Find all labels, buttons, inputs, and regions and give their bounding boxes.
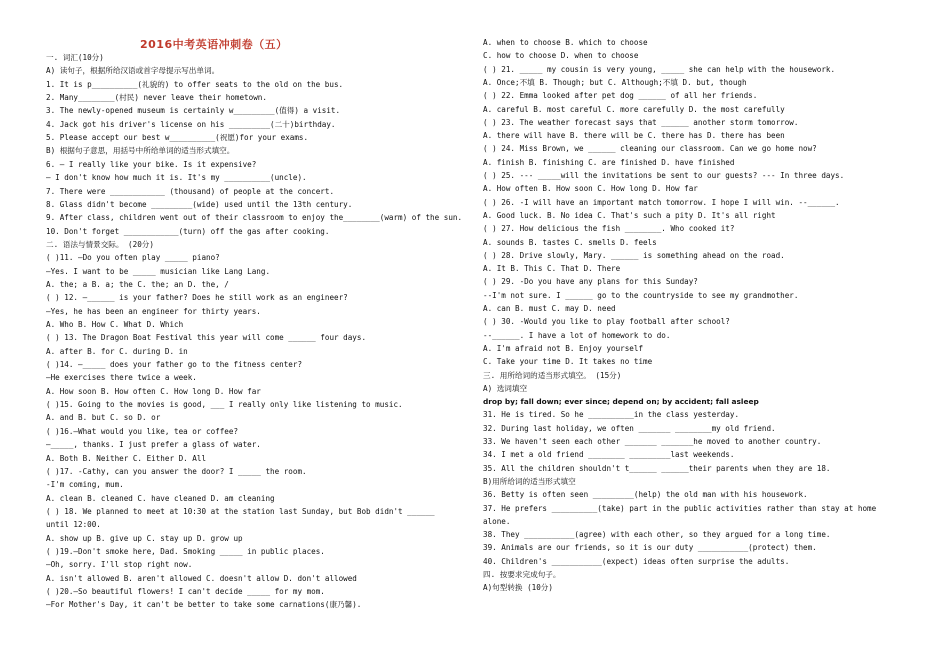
text-line: 38. They ___________(agree) with each other, so they argued for a long time. xyxy=(483,530,831,540)
text-line: alone. xyxy=(483,516,511,526)
text-line: 32. During last holiday, we often _______ ________my old friend. xyxy=(483,423,776,433)
text-line: A) 选词填空 xyxy=(483,383,528,393)
text-line: A) 读句子，根据所给汉语或首字母提示写出单词。 xyxy=(46,66,220,76)
text-line: B)用所给词的适当形式填空 xyxy=(483,476,576,486)
text-line: 4. Jack got his driver's license on his _________(二十)birthday. xyxy=(46,119,336,129)
text-line: ( ) 28. Drive slowly, Mary. ______ is something ahead on the road. xyxy=(483,250,785,260)
text-line: 36. Betty is often seen _________(help) the old man with his housework. xyxy=(483,490,808,500)
text-line: ( )19.—Don't smoke here, Dad. Smoking _____ in public places. xyxy=(46,546,325,556)
text-line: drop by; fall down; ever since; depend on; by accident; fall asleep xyxy=(483,397,759,407)
text-line: 三. 用所给词的适当形式填空。 (15分) xyxy=(483,370,622,380)
text-line: A. It B. This C. That D. There xyxy=(483,264,621,274)
text-line: 二. 语法与情景交际。 (20分) xyxy=(46,239,154,249)
text-line: 四. 按要求完成句子。 xyxy=(483,570,561,579)
text-line: ( )15. Going to the movies is good, ___ I really only like listening to music. xyxy=(46,400,403,410)
text-line: ( ) 13. The Dragon Boat Festival this year will come ______ four days. xyxy=(46,333,367,343)
text-line: ( ) 21. _____ my cousin is very young, _____ she can help with the housework. xyxy=(483,64,836,74)
text-line: ( ) 26. -I will have an important match tomorrow. I hope I will win. --______. xyxy=(483,197,840,207)
text-line: 1. It is p__________(礼貌的) to offer seats to the old on the bus. xyxy=(46,79,344,89)
text-line: 35. All the children shouldn't t______ ______their parents when they are 18. xyxy=(483,463,831,473)
text-line: ( )17. -Cathy, can you answer the door? I _____ the room. xyxy=(46,466,307,476)
text-line: --I'm not sure. I ______ go to the countryside to see my grandmother. xyxy=(483,290,799,300)
text-line: A)句型转换 (10分) xyxy=(483,583,553,593)
text-line: A. after B. for C. during D. in xyxy=(46,346,188,356)
text-line: 31. He is tired. So he __________in the class yesterday. xyxy=(483,410,740,420)
text-line: 一. 词汇(10分) xyxy=(46,53,104,62)
text-line: C. how to choose D. when to choose xyxy=(483,51,639,61)
text-line: 39. Animals are our friends, so it is our duty ___________(protect) them. xyxy=(483,543,817,553)
text-line: 8. Glass didn't become _________(wide) used until the 13th century. xyxy=(46,199,353,209)
text-line: 9. After class, children went out of their classroom to enjoy the________(warm) of the sun. xyxy=(46,213,463,223)
text-line: —For Mother's Day, it can't be better to take some carnations(康乃馨). xyxy=(46,600,362,610)
text-line: ( ) 25. --- _____will the invitations be sent to our guests? --- In three days. xyxy=(483,171,845,180)
text-line: A. Once;不填 B. Though; but C. Although;不填 D. but, though xyxy=(483,77,747,87)
text-line: 40. Children's ___________(expect) ideas often surprise the adults. xyxy=(483,556,790,566)
text-line: A. there will have B. there will be C. there has D. there has been xyxy=(483,131,785,141)
text-line: ( ) 18. We planned to meet at 10:30 at the station last Sunday, but Bob didn't ______ xyxy=(46,506,435,516)
text-line: 3. The newly-opened museum is certainly w_________(值得) a visit. xyxy=(46,106,341,116)
text-line: --______. I have a lot of homework to do. xyxy=(483,330,671,340)
text-line: A. I'm afraid not B. Enjoy yourself xyxy=(483,343,644,353)
page-title: 2016中考英语冲刺卷（五） xyxy=(140,38,288,51)
text-line: —Oh, sorry. I'll stop right now. xyxy=(46,560,193,570)
text-line: A. careful B. most careful C. more carefully D. the most carefully xyxy=(483,104,785,114)
text-line: A. sounds B. tastes C. smells D. feels xyxy=(483,237,657,247)
text-line: —Yes. I want to be _____ musician like Lang Lang. xyxy=(46,266,271,276)
text-line: ( ) 23. The weather forecast says that ______ another storm tomorrow. xyxy=(483,117,799,127)
text-line: A. Good luck. B. No idea C. That's such a pity D. It's all right xyxy=(483,210,776,220)
text-line: A. How often B. How soon C. How long D. How far xyxy=(483,184,698,194)
text-line: ( ) 29. -Do you have any plans for this Sunday? xyxy=(483,277,698,287)
text-line: —_____, thanks. I just prefer a glass of water. xyxy=(46,440,261,450)
text-line: 7. There were ____________ (thousand) of people at the concert. xyxy=(46,186,335,196)
text-line: ( ) 27. How delicious the fish ________. Who cooked it? xyxy=(483,224,735,234)
text-line: ( ) 30. -Would you like to play football after school? xyxy=(483,317,730,327)
text-line: -I'm coming, mum. xyxy=(46,480,124,490)
text-line: C. Take your time D. It takes no time xyxy=(483,357,653,367)
text-line: ( ) 24. Miss Brown, we ______ cleaning our classroom. Can we go home now? xyxy=(483,144,817,154)
text-line: ( )16.—What would you like, tea or coffee? xyxy=(46,426,239,436)
text-line: —He exercises there twice a week. xyxy=(46,373,197,383)
text-line: A. can B. must C. may D. need xyxy=(483,304,616,313)
text-line: A. clean B. cleaned C. have cleaned D. am cleaning xyxy=(46,493,275,503)
text-line: 6. — I really like your bike. Is it expensive? xyxy=(46,159,257,169)
text-line: ( )20.—So beautiful flowers! I can't decide _____ for my mom. xyxy=(46,587,325,596)
text-line: A. when to choose B. which to choose xyxy=(483,38,648,47)
text-line: A. How soon B. How often C. How long D. How far xyxy=(46,386,261,396)
text-line: 33. We haven't seen each other _______ _______he moved to another country. xyxy=(483,437,822,446)
text-line: — I don't know how much it is. It's my __________(uncle). xyxy=(46,173,307,183)
text-line: ( )11. —Do you often play _____ piano? xyxy=(46,253,220,263)
text-line: 10. Don't forget ____________(turn) off the gas after cooking. xyxy=(46,226,330,236)
text-line: 37. He prefers __________(take) part in the public activities rather than stay at home xyxy=(483,503,877,513)
text-line: A. Who B. How C. What D. Which xyxy=(46,320,184,329)
text-line: 5. Please accept our best w__________(祝愿)for your exams. xyxy=(46,133,309,143)
text-line: —Yes, he has been an engineer for thirty years. xyxy=(46,306,261,316)
text-line: ( )14. —_____ does your father go to the fitness center? xyxy=(46,360,303,370)
text-line: ( ) 22. Emma looked after pet dog ______ of all her friends. xyxy=(483,91,758,101)
text-line: A. isn't allowed B. aren't allowed C. doesn't allow D. don't allowed xyxy=(46,573,357,583)
text-line: B) 根据句子意思，用括号中所给单词的适当形式填空。 xyxy=(46,146,235,156)
text-line: A. Both B. Neither C. Either D. All xyxy=(46,453,207,463)
text-line: A. show up B. give up C. stay up D. grow up xyxy=(46,533,243,543)
text-line: A. and B. but C. so D. or xyxy=(46,413,161,423)
text-line: 34. I met a old friend ________ _________last weekends. xyxy=(483,450,735,460)
text-line: A. finish B. finishing C. are finished D. have finished xyxy=(483,157,735,167)
text-line: A. the; a B. a; the C. the; an D. the, / xyxy=(46,279,229,289)
text-line: ( ) 12. —______ is your father? Does he still work as an engineer? xyxy=(46,293,348,303)
text-line: until 12:00. xyxy=(46,520,101,530)
text-line: 2. Many________(村民) never leave their hometown. xyxy=(46,93,267,103)
